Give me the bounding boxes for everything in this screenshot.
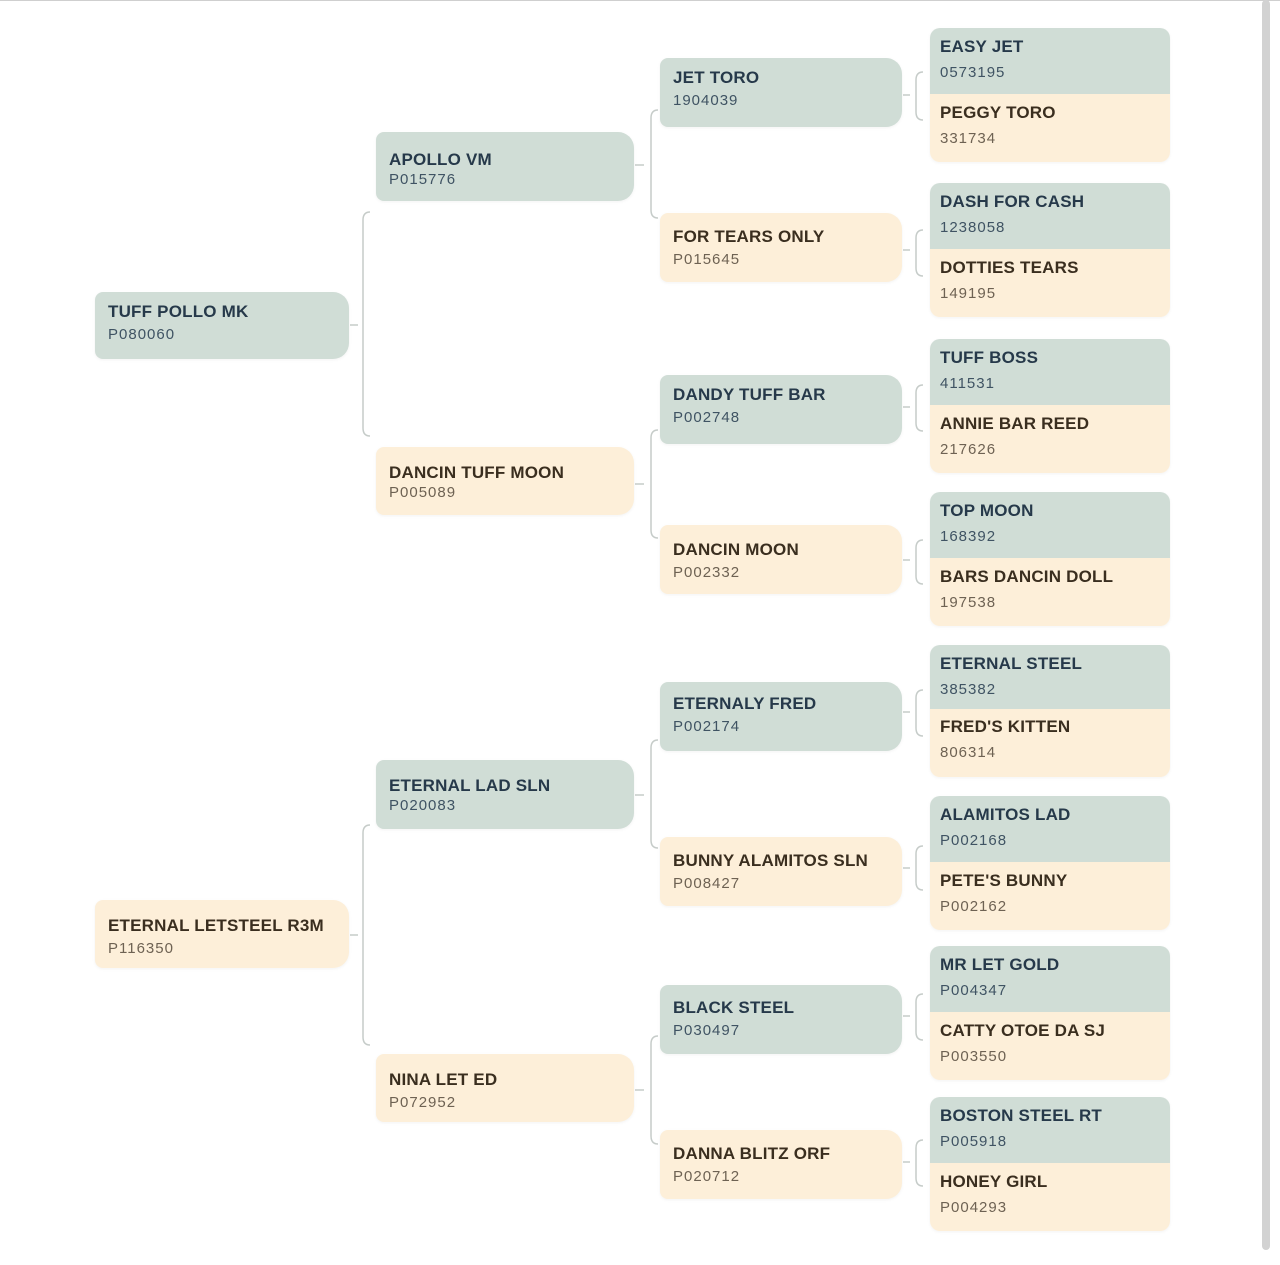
horse-name: ETERNAL LETSTEEL R3M — [108, 916, 324, 935]
gen4-sire[interactable] — [930, 796, 1170, 862]
gen4-sire[interactable] — [930, 28, 1170, 94]
gen4-dam[interactable] — [930, 1163, 1170, 1231]
horse-name: CATTY OTOE DA SJ — [940, 1021, 1106, 1040]
gen4-dam[interactable] — [930, 249, 1170, 317]
registration-number: P004293 — [940, 1199, 1008, 1216]
gen4-pair-top-4 — [930, 492, 1170, 626]
gen4-sire[interactable] — [930, 339, 1170, 405]
horse-name: NINA LET ED — [389, 1070, 498, 1089]
gen3-node-top-3[interactable] — [660, 375, 902, 444]
gen4-pair-bottom-1 — [930, 645, 1170, 777]
sire-node-top[interactable] — [376, 132, 634, 201]
registration-number: 385382 — [940, 681, 997, 698]
registration-number: 411531 — [940, 375, 995, 392]
registration-number: 149195 — [940, 285, 997, 302]
gen4-sire[interactable] — [930, 1097, 1170, 1163]
gen4-sire[interactable] — [930, 183, 1170, 249]
gen3-node-bottom-1[interactable] — [660, 682, 902, 751]
horse-name: PETE'S BUNNY — [940, 871, 1068, 890]
scrollbar[interactable] — [1262, 0, 1270, 1250]
horse-name: TUFF POLLO MK — [108, 302, 249, 321]
registration-number: P002162 — [940, 898, 1008, 915]
horse-name: DANNA BLITZ ORF — [673, 1144, 831, 1163]
horse-name: BUNNY ALAMITOS SLN — [673, 851, 869, 870]
horse-name: ETERNAL LAD SLN — [389, 776, 551, 795]
registration-number: P020083 — [389, 797, 457, 814]
registration-number: 197538 — [940, 594, 997, 611]
registration-number: P003550 — [940, 1048, 1008, 1065]
gen3-node-bottom-3[interactable] — [660, 985, 902, 1054]
horse-name: TOP MOON — [940, 501, 1034, 520]
registration-number: P002174 — [673, 718, 741, 735]
gen4-pair-top-3 — [930, 339, 1170, 473]
registration-number: P020712 — [673, 1168, 741, 1185]
gen3-node-top-4[interactable] — [660, 525, 902, 594]
dam-node-bottom[interactable] — [376, 1054, 634, 1122]
gen4-pair-top-2 — [930, 183, 1170, 317]
horse-name: BLACK STEEL — [673, 998, 795, 1017]
registration-number: 1904039 — [673, 92, 739, 109]
registration-number: P015776 — [389, 171, 457, 188]
subject-horse-bottom[interactable] — [95, 900, 349, 968]
gen4-sire[interactable] — [930, 492, 1170, 558]
registration-number: P005089 — [389, 484, 457, 501]
gen4-dam[interactable] — [930, 94, 1170, 162]
horse-name: FRED'S KITTEN — [940, 717, 1071, 736]
horse-name: JET TORO — [673, 68, 760, 87]
gen3-node-bottom-2[interactable] — [660, 837, 902, 906]
registration-number: 806314 — [940, 744, 997, 761]
horse-name: ANNIE BAR REED — [940, 414, 1090, 433]
registration-number: 0573195 — [940, 64, 1006, 81]
registration-number: 168392 — [940, 528, 997, 545]
registration-number: P116350 — [108, 940, 174, 957]
horse-name: DANDY TUFF BAR — [673, 385, 826, 404]
gen4-dam[interactable] — [930, 405, 1170, 473]
registration-number: P002168 — [940, 832, 1008, 849]
horse-name: APOLLO VM — [389, 150, 492, 169]
registration-number: P015645 — [673, 251, 741, 268]
registration-number: P004347 — [940, 982, 1008, 999]
horse-name: EASY JET — [940, 37, 1024, 56]
gen3-node-top-1[interactable] — [660, 58, 902, 127]
registration-number: P080060 — [108, 326, 176, 343]
dam-node-top[interactable] — [376, 447, 634, 515]
gen4-sire[interactable] — [930, 946, 1170, 1012]
horse-name: DANCIN MOON — [673, 540, 799, 559]
horse-name: ETERNALY FRED — [673, 694, 817, 713]
subject-horse-top[interactable] — [95, 292, 349, 359]
registration-number: P030497 — [673, 1022, 741, 1039]
horse-name: BOSTON STEEL RT — [940, 1106, 1103, 1125]
gen4-dam[interactable] — [930, 1012, 1170, 1080]
horse-name: PEGGY TORO — [940, 103, 1056, 122]
horse-name: DOTTIES TEARS — [940, 258, 1079, 277]
registration-number: P002332 — [673, 564, 741, 581]
registration-number: 217626 — [940, 441, 997, 458]
horse-name: DASH FOR CASH — [940, 192, 1085, 211]
registration-number: P072952 — [389, 1094, 457, 1111]
horse-name: TUFF BOSS — [940, 348, 1039, 367]
gen4-dam[interactable] — [930, 862, 1170, 930]
gen4-pair-top-1 — [930, 28, 1170, 162]
gen4-pair-bottom-3 — [930, 946, 1170, 1080]
horse-name: FOR TEARS ONLY — [673, 227, 825, 246]
gen3-node-bottom-4[interactable] — [660, 1130, 902, 1199]
gen4-pair-bottom-2 — [930, 796, 1170, 930]
sire-node-bottom[interactable] — [376, 760, 634, 829]
horse-name: MR LET GOLD — [940, 955, 1060, 974]
horse-name: ALAMITOS LAD — [940, 805, 1071, 824]
gen3-node-top-2[interactable] — [660, 213, 902, 282]
horse-name: HONEY GIRL — [940, 1172, 1048, 1191]
registration-number: P008427 — [673, 875, 741, 892]
gen4-sire[interactable] — [930, 645, 1170, 709]
registration-number: 331734 — [940, 130, 997, 147]
gen4-pair-bottom-4 — [930, 1097, 1170, 1231]
horse-name: DANCIN TUFF MOON — [389, 463, 565, 482]
registration-number: P002748 — [673, 409, 741, 426]
gen4-dam[interactable] — [930, 709, 1170, 777]
registration-number: P005918 — [940, 1133, 1008, 1150]
horse-name: BARS DANCIN DOLL — [940, 567, 1114, 586]
horse-name: ETERNAL STEEL — [940, 654, 1083, 673]
gen4-dam[interactable] — [930, 558, 1170, 626]
registration-number: 1238058 — [940, 219, 1006, 236]
